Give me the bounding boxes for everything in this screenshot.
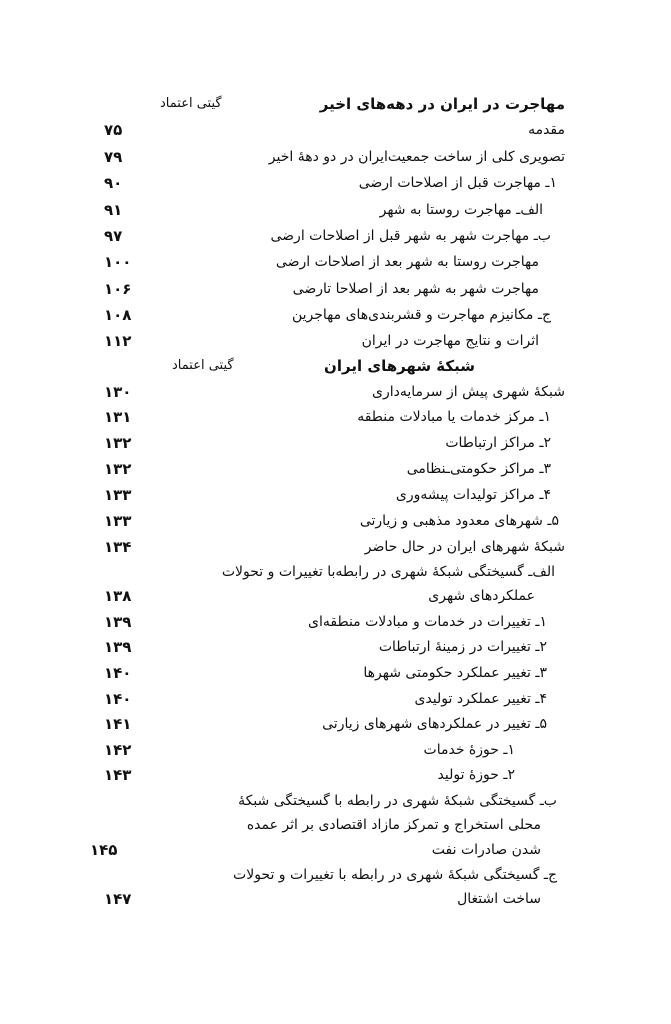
- toc-entry: [90, 738, 565, 762]
- toc-entry-page: ۱۳۴: [104, 538, 132, 556]
- toc-entry-title: الف‌ـ مهاجرت روستا به شهر: [379, 202, 543, 218]
- toc-entry-page: ۹۱: [104, 201, 123, 219]
- toc-entry-title: شدن صادرات نفت: [431, 842, 541, 858]
- toc-entry-page: ۹۰: [104, 174, 123, 192]
- toc-entry: [90, 250, 565, 274]
- toc-entry-page: ۱۴۵: [90, 841, 118, 859]
- toc-entry-title: ۲ـ مراکز ارتباطات: [445, 435, 551, 451]
- toc-entry: [90, 118, 565, 142]
- toc-entry-title: ب‌ـ مهاجرت شهر به شهر قبل از اصلاحات ارضی: [270, 228, 551, 244]
- section-title: مهاجرت در ایران در دهه‌های اخیر: [319, 95, 565, 113]
- toc-entry-title: شبکۀ شهرهای ایران در حال حاضر: [364, 539, 565, 555]
- toc-entry: [90, 457, 565, 481]
- section-heading: [90, 92, 565, 116]
- toc-entry-title: شبکۀ شهری پیش از سرمایه‌داری: [372, 384, 565, 400]
- toc-entry-title: اثرات و نتایج مهاجرت در ایران: [361, 333, 539, 349]
- toc-entry: [90, 863, 565, 887]
- toc-entry-title: ۱ـ مهاجرت قبل از اصلاحات ارضی: [358, 175, 557, 191]
- toc-entry-page: ۱۴۲: [104, 741, 132, 759]
- toc-entry-title: ۳ـ تغییر عملکرد حکومتی شهرها: [363, 665, 547, 681]
- toc-entry: [90, 405, 565, 429]
- toc-entry: [90, 661, 565, 685]
- toc-entry: [90, 303, 565, 327]
- toc-entry-page: ۱۰۸: [104, 306, 132, 324]
- toc-entry: [90, 483, 565, 507]
- toc-entry-page: ۱۳۱: [104, 408, 132, 426]
- toc-entry: [90, 838, 565, 862]
- toc-entry: [90, 329, 565, 353]
- toc-entry-title: ۵ـ شهرهای معدود مذهبی و زیارتی: [359, 513, 559, 529]
- toc-entry: [90, 560, 565, 584]
- toc-entry-page: ۱۴۳: [104, 766, 132, 784]
- toc-entry-title: ب‌ـ گسیختگی شبکۀ شهری در رابطه با گسیختگی شبکۀ: [238, 793, 557, 809]
- toc-entry-page: ۱۴۰: [104, 664, 132, 682]
- toc-entry-page: ۱۳۳: [104, 486, 132, 504]
- toc-entry-title: ۱ـ مرکز خدمات یا مبادلات منطقه: [357, 409, 551, 425]
- section-author: گیتی اعتماد: [172, 358, 234, 373]
- toc-entry: [90, 145, 565, 169]
- toc-entry-title: ج‌ـ مکانیزم مهاجرت و قشربندی‌های مهاجرین: [291, 307, 551, 323]
- section-title: شبکۀ شهرهای ایران: [324, 357, 475, 375]
- toc-entry-title: ساخت اشتغال: [457, 891, 541, 907]
- toc-entry-title: ۴ـ مراکز تولیدات پیشه‌وری: [395, 487, 551, 503]
- toc-entry: [90, 610, 565, 634]
- toc-entry-title: مقدمه: [528, 122, 565, 138]
- toc-entry-page: ۱۴۰: [104, 690, 132, 708]
- toc-entry-title: عملکردهای شهری: [428, 588, 535, 604]
- toc-entry-page: ۱۳۸: [104, 587, 132, 605]
- toc-entry: [90, 431, 565, 455]
- toc-entry-title: ۲ـ حوزۀ تولید: [437, 767, 515, 783]
- toc-entry-title: ۱ـ تغییرات در خدمات و مبادلات منطقه‌ای: [308, 614, 547, 630]
- toc-entry: [90, 763, 565, 787]
- toc-entry: [90, 277, 565, 301]
- toc-entry: [90, 198, 565, 222]
- toc-entry-title: محلی استخراج و تمرکز مازاد اقتصادی بر اثر عمده: [246, 817, 541, 833]
- toc-entry-page: ۱۳۹: [104, 638, 132, 656]
- toc-entry-page: ۱۱۲: [104, 332, 132, 350]
- toc-entry-page: ۱۴۷: [104, 890, 132, 908]
- toc-entry-page: ۱۳۹: [104, 613, 132, 631]
- toc-entry-page: ۷۵: [104, 121, 123, 139]
- toc-entry-page: ۹۷: [104, 227, 123, 245]
- toc-entry-page: ۱۴۱: [104, 715, 132, 733]
- toc-entry-title: ج‌ـ گسیختگی شبکۀ شهری در رابطه با تغییرات و تحولات: [233, 867, 557, 883]
- toc-entry-page: ۱۰۶: [104, 280, 132, 298]
- toc-entry-title: ۲ـ تغییرات در زمینۀ ارتباطات: [378, 639, 547, 655]
- toc-entry: [90, 635, 565, 659]
- toc-entry: [90, 535, 565, 559]
- toc-entry-title: ۵ـ تغییر در عملکردهای شهرهای زیارتی: [322, 716, 547, 732]
- toc-entry: [90, 789, 565, 813]
- toc-entry: [90, 687, 565, 711]
- toc-entry-title: مهاجرت روستا به شهر بعد از اصلاحات ارضی: [275, 254, 539, 270]
- toc-entry-title: ۳ـ مراکز حکومتی‌ـنظامی: [406, 461, 551, 477]
- section-heading: [90, 354, 565, 378]
- toc-entry-page: ۱۳۲: [104, 460, 132, 478]
- toc-entry-title: ۱ـ حوزۀ خدمات: [423, 742, 515, 758]
- toc-entry-page: ۱۳۳: [104, 512, 132, 530]
- toc-entry: [90, 712, 565, 736]
- toc-entry-page: ۱۳۰: [104, 383, 132, 401]
- toc-entry-page: ۷۹: [104, 148, 123, 166]
- toc-entry-title: ۴ـ تغییر عملکرد تولیدی: [414, 691, 547, 707]
- toc-entry: [90, 224, 565, 248]
- toc-entry-title: تصویری کلی از ساخت جمعیت‌ایران در دو دهۀ اخیر: [268, 149, 565, 165]
- toc-entry: [90, 813, 565, 837]
- toc-entry-title: الف‌ـ گسیختگی شبکۀ شهری در رابطه‌با تغییرات و تحولات: [221, 564, 555, 580]
- toc-entry: [90, 887, 565, 911]
- toc-entry-page: ۱۰۰: [104, 253, 132, 271]
- toc-entry-title: مهاجرت شهر به شهر بعد از اصلاحا تارضی: [292, 281, 539, 297]
- toc-entry: [90, 584, 565, 608]
- toc-entry: [90, 171, 565, 195]
- toc-entry-page: ۱۳۲: [104, 434, 132, 452]
- toc-entry: [90, 380, 565, 404]
- toc-entry: [90, 509, 565, 533]
- section-author: گیتی اعتماد: [160, 96, 222, 111]
